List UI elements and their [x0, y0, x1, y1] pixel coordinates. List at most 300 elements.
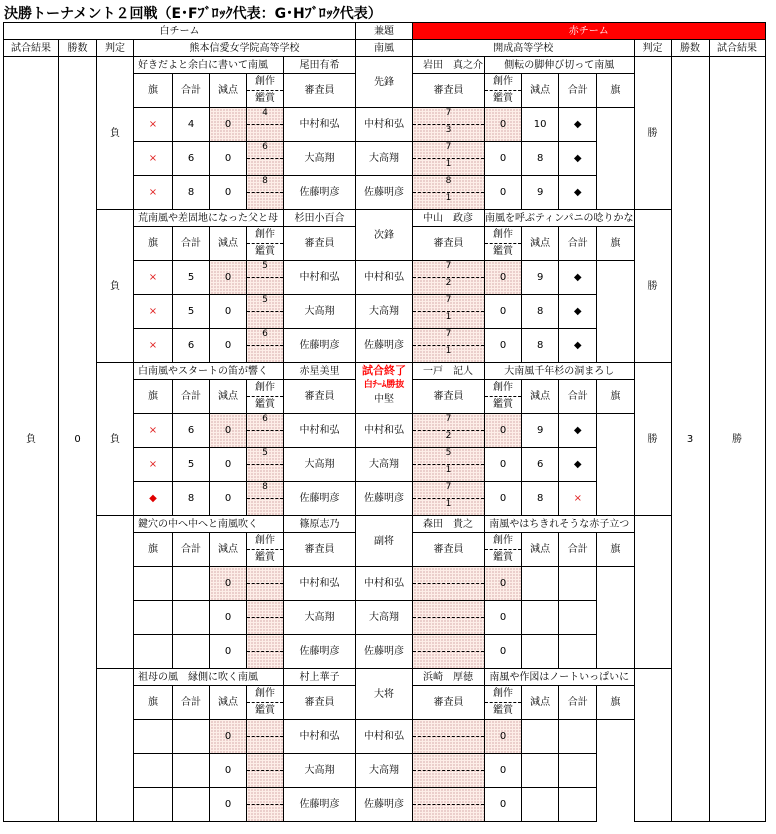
white-bout-judgement: 負: [97, 57, 134, 210]
white-team-header: 白チーム: [4, 23, 356, 40]
judge-name: 佐藤明彦: [356, 329, 413, 363]
white-score: [247, 176, 284, 210]
creation-appreciation-label: [247, 380, 284, 414]
red-result-header: 試合結果: [709, 40, 765, 57]
page-title: 決勝トーナメント２回戦（E･Fﾌﾞﾛｯｸ代表：G･Hﾌﾞﾛｯｸ代表）: [4, 6, 382, 22]
white-judge-header: 判定: [97, 40, 134, 57]
white-haiku: 白南風やスタートの笛が響く: [134, 363, 284, 380]
judge-name: 中村和弘: [356, 261, 413, 295]
red-score-creation: [413, 601, 484, 618]
white-total-wins: 0: [59, 57, 97, 822]
red-minus: 0: [485, 142, 522, 176]
white-score: [247, 601, 284, 635]
flag-label: 旗: [134, 686, 173, 720]
white-minus: 0: [210, 414, 247, 448]
white-score: [247, 720, 284, 754]
judge-name: 大高翔: [356, 754, 413, 788]
red-bout-judgement: [634, 669, 671, 822]
red-bout-judgement: 勝: [634, 210, 671, 363]
creation-appreciation-label: [485, 686, 522, 720]
red-score: [413, 567, 485, 601]
white-score: [247, 414, 284, 448]
red-player-name: 浜崎 厚徳: [413, 669, 485, 686]
tournament-sheet: [3, 22, 766, 822]
white-score-appreciation: [247, 771, 283, 787]
total-label: 合計: [173, 533, 210, 567]
red-total: 8: [522, 329, 559, 363]
bout-header-row: [4, 210, 766, 227]
minus-label: 減点: [522, 686, 559, 720]
minus-label: 減点: [522, 74, 559, 108]
red-score-creation: 7: [413, 142, 484, 159]
match-end-label: 試合終了: [362, 364, 406, 377]
judge-name: 中村和弘: [356, 414, 413, 448]
red-player-name: 中山 政彦: [413, 210, 485, 227]
red-minus: 0: [485, 482, 522, 516]
red-score-appreciation: [413, 618, 484, 634]
judge-name: 大高翔: [284, 142, 356, 176]
red-score-appreciation: 1: [445, 465, 452, 475]
white-total: 8: [173, 482, 210, 516]
red-minus: 0: [485, 567, 522, 601]
red-score: [413, 720, 485, 754]
red-judge-header: 判定: [634, 40, 671, 57]
white-score-creation: 8: [247, 176, 283, 193]
white-minus: 0: [210, 788, 247, 822]
appreciation-label: 鑑賞: [255, 705, 275, 716]
white-score: [247, 329, 284, 363]
white-score-appreciation: [247, 652, 283, 668]
creation-label: 創作: [485, 380, 521, 397]
total-label: 合計: [173, 227, 210, 261]
white-total: 5: [173, 295, 210, 329]
white-flag: ◆: [134, 482, 173, 516]
white-total: [173, 601, 210, 635]
white-player-name: 杉田小百合: [284, 210, 356, 227]
white-score: [247, 295, 284, 329]
creation-appreciation-label: [247, 686, 284, 720]
red-score-appreciation: [413, 771, 484, 787]
minus-label: 減点: [522, 227, 559, 261]
red-score-appreciation: 1: [445, 193, 452, 203]
red-score-creation: 5: [413, 448, 484, 465]
red-score: [413, 261, 485, 295]
kendai: 南風: [356, 40, 413, 57]
white-flag: ×: [134, 448, 173, 482]
red-score: [413, 635, 485, 669]
red-total: 8: [522, 482, 559, 516]
creation-label: 創作: [247, 686, 283, 703]
white-score: [247, 261, 284, 295]
judge-name: 大高翔: [356, 448, 413, 482]
white-total: [173, 754, 210, 788]
white-flag: [134, 754, 173, 788]
white-flag: [134, 788, 173, 822]
white-bout-judgement: 負: [97, 210, 134, 363]
white-player-name: 赤星美里: [284, 363, 356, 380]
red-minus: 0: [485, 176, 522, 210]
red-haiku: 南風やはちきれそうな赤子立つ: [485, 516, 635, 533]
red-score-appreciation: [413, 584, 484, 600]
red-flag: ◆: [559, 414, 597, 448]
appreciation-label: 鑑賞: [493, 705, 514, 716]
white-score-creation: 8: [247, 482, 283, 499]
red-bout-judgement: 勝: [634, 363, 671, 516]
white-score: [247, 788, 284, 822]
judge-name: 佐藤明彦: [284, 329, 356, 363]
white-minus: 0: [210, 482, 247, 516]
red-haiku: 側転の脚伸び切って南風: [485, 57, 635, 74]
minus-label: 減点: [210, 227, 247, 261]
white-score-appreciation: [247, 312, 283, 328]
bout-header-row: [4, 363, 766, 380]
white-flag: ×: [134, 176, 173, 210]
white-score-appreciation: [247, 278, 283, 294]
white-score-creation: [247, 788, 283, 805]
white-flag: ×: [134, 329, 173, 363]
red-score: [413, 142, 485, 176]
red-score-appreciation: [413, 805, 484, 821]
red-score-appreciation: 1: [445, 499, 452, 509]
red-minus: 0: [485, 295, 522, 329]
total-label: 合計: [173, 686, 210, 720]
red-match-result: 勝: [709, 57, 765, 822]
total-label: 合計: [559, 380, 597, 414]
red-score-creation: 7: [413, 414, 484, 431]
red-score-creation: 7: [413, 329, 484, 346]
white-minus: 0: [210, 567, 247, 601]
white-score: [247, 567, 284, 601]
white-flag: [134, 567, 173, 601]
bout-position: 副将: [356, 516, 413, 567]
judge-name: 佐藤明彦: [284, 635, 356, 669]
white-school: 熊本信愛女学院高等学校: [134, 40, 356, 57]
white-flag: ×: [134, 414, 173, 448]
white-score-appreciation: [247, 805, 283, 821]
red-minus: 0: [485, 261, 522, 295]
red-total: 6: [522, 448, 559, 482]
red-score-appreciation: 2: [445, 278, 452, 288]
creation-label: 創作: [247, 380, 283, 397]
red-total: 9: [522, 176, 559, 210]
red-score-appreciation: 1: [445, 159, 452, 169]
red-score-creation: [413, 754, 484, 771]
white-flag: [134, 601, 173, 635]
appreciation-label: 鑑賞: [493, 552, 514, 563]
winner-note: 白ﾁｰﾑ勝抜: [363, 380, 405, 390]
white-flag: ×: [134, 142, 173, 176]
creation-appreciation-label: [247, 74, 284, 108]
white-score-creation: 5: [247, 295, 283, 312]
red-haiku: 大南風千年杉の洞まろし: [485, 363, 635, 380]
red-total: 8: [522, 142, 559, 176]
red-minus: 0: [485, 329, 522, 363]
white-total: [173, 567, 210, 601]
white-result-header: 試合結果: [4, 40, 59, 57]
white-minus: 0: [210, 108, 247, 142]
white-score-appreciation: [247, 125, 283, 141]
white-score: [247, 635, 284, 669]
white-score-appreciation: [247, 465, 283, 481]
minus-label: 減点: [522, 533, 559, 567]
creation-label: 創作: [247, 74, 283, 91]
white-haiku: 好きだよと余白に書いて南風: [134, 57, 284, 74]
white-total: 5: [173, 261, 210, 295]
bout-position: [356, 363, 413, 414]
red-score: [413, 295, 485, 329]
white-total: 8: [173, 176, 210, 210]
flag-label: 旗: [134, 380, 173, 414]
creation-label: 創作: [485, 227, 521, 244]
red-flag: [559, 754, 597, 788]
judge-name: 佐藤明彦: [356, 788, 413, 822]
red-score-creation: [413, 635, 484, 652]
white-score-appreciation: [247, 584, 283, 600]
white-total: 5: [173, 448, 210, 482]
judge-label: 審査員: [284, 686, 356, 720]
red-score: [413, 329, 485, 363]
creation-appreciation-label: [485, 380, 522, 414]
white-player-name: 尾田有希: [284, 57, 356, 74]
red-score: [413, 601, 485, 635]
judge-name: 大高翔: [356, 142, 413, 176]
white-minus: 0: [210, 261, 247, 295]
white-flag: ×: [134, 261, 173, 295]
white-player-name: 村上華子: [284, 669, 356, 686]
white-score-appreciation: [247, 737, 283, 753]
red-score-creation: 8: [413, 176, 484, 193]
red-total: 9: [522, 414, 559, 448]
white-score: [247, 108, 284, 142]
judge-name: 中村和弘: [284, 108, 356, 142]
red-minus: 0: [485, 108, 522, 142]
creation-label: 創作: [485, 74, 521, 91]
red-score: [413, 448, 485, 482]
red-wins-header: 勝数: [671, 40, 709, 57]
creation-appreciation-label: [485, 533, 522, 567]
white-total: [173, 720, 210, 754]
red-bout-judgement: [634, 516, 671, 669]
white-player-name: 篠原志乃: [284, 516, 356, 533]
red-total: [522, 754, 559, 788]
creation-appreciation-label: [485, 74, 522, 108]
white-flag: ×: [134, 295, 173, 329]
minus-label: 減点: [210, 74, 247, 108]
judge-name: 大高翔: [284, 295, 356, 329]
red-flag: ◆: [559, 261, 597, 295]
white-score-creation: [247, 635, 283, 652]
judge-name: 中村和弘: [284, 261, 356, 295]
judge-label: 審査員: [413, 74, 485, 108]
white-score-creation: [247, 567, 283, 584]
flag-label: 旗: [597, 74, 634, 108]
column-header-row: [4, 40, 766, 57]
white-total: 6: [173, 414, 210, 448]
minus-label: 減点: [522, 380, 559, 414]
white-score-creation: 6: [247, 414, 283, 431]
white-minus: 0: [210, 720, 247, 754]
white-score-creation: 5: [247, 448, 283, 465]
bout-header-row: [4, 669, 766, 686]
red-minus: 0: [485, 448, 522, 482]
white-score: [247, 448, 284, 482]
red-flag: ◆: [559, 142, 597, 176]
red-player-name: 一戸 記人: [413, 363, 485, 380]
red-player-name: 森田 貴之: [413, 516, 485, 533]
judge-name: 中村和弘: [356, 567, 413, 601]
red-score: [413, 754, 485, 788]
appreciation-label: 鑑賞: [493, 399, 514, 410]
total-label: 合計: [173, 74, 210, 108]
white-flag: [134, 635, 173, 669]
red-score-appreciation: 1: [445, 312, 452, 322]
white-score-creation: 5: [247, 261, 283, 278]
judge-name: 中村和弘: [284, 720, 356, 754]
red-total: [522, 635, 559, 669]
white-bout-judgement: [97, 669, 134, 822]
team-header-row: [4, 23, 766, 40]
judge-name: 大高翔: [284, 754, 356, 788]
minus-label: 減点: [210, 533, 247, 567]
appreciation-label: 鑑賞: [255, 552, 275, 563]
red-score-creation: 7: [413, 482, 484, 499]
white-score-creation: [247, 601, 283, 618]
red-player-name: 岩田 真之介: [413, 57, 485, 74]
red-score-appreciation: [413, 737, 484, 753]
white-score-creation: 4: [247, 108, 283, 125]
white-minus: 0: [210, 329, 247, 363]
red-flag: ◆: [559, 329, 597, 363]
white-score-appreciation: [247, 346, 283, 362]
red-score: [413, 108, 485, 142]
white-flag: [134, 720, 173, 754]
white-haiku: 鍵穴の中へ中へと南風吹く: [134, 516, 284, 533]
creation-label: 創作: [485, 686, 521, 703]
bout-position: 大将: [356, 669, 413, 720]
judge-name: 中村和弘: [356, 720, 413, 754]
red-score-appreciation: 3: [445, 125, 452, 135]
red-minus: 0: [485, 601, 522, 635]
judge-label: 審査員: [284, 74, 356, 108]
white-haiku: 祖母の風 縁側に吹く南風: [134, 669, 284, 686]
judge-label: 審査員: [413, 227, 485, 261]
red-flag: ◆: [559, 108, 597, 142]
creation-label: 創作: [247, 533, 283, 550]
kendai-header: 兼題: [356, 23, 413, 40]
red-flag: [559, 635, 597, 669]
white-score: [247, 142, 284, 176]
red-haiku: 南風を呼ぶティンパニの唸りかな: [485, 210, 635, 227]
white-flag: ×: [134, 108, 173, 142]
red-total: [522, 601, 559, 635]
red-score-creation: [413, 788, 484, 805]
appreciation-label: 鑑賞: [255, 399, 275, 410]
white-bout-judgement: [97, 516, 134, 669]
red-total: [522, 567, 559, 601]
red-haiku: 南風や作図はノートいっぱいに: [485, 669, 635, 686]
white-score-appreciation: [247, 499, 283, 515]
judge-name: 大高翔: [356, 295, 413, 329]
white-total: 4: [173, 108, 210, 142]
white-wins-header: 勝数: [59, 40, 97, 57]
red-total: [522, 720, 559, 754]
judge-label: 審査員: [413, 380, 485, 414]
red-school: 開成高等学校: [413, 40, 635, 57]
red-score-creation: [413, 720, 484, 737]
white-score-appreciation: [247, 159, 283, 175]
judge-name: 大高翔: [284, 601, 356, 635]
total-label: 合計: [559, 74, 597, 108]
judge-label: 審査員: [284, 380, 356, 414]
creation-appreciation-label: [485, 227, 522, 261]
judge-name: 佐藤明彦: [284, 482, 356, 516]
white-minus: 0: [210, 635, 247, 669]
white-total: 6: [173, 329, 210, 363]
flag-label: 旗: [134, 227, 173, 261]
bout-position-label: 中堅: [374, 394, 394, 405]
white-match-result: 負: [4, 57, 59, 822]
red-flag: [559, 788, 597, 822]
appreciation-label: 鑑賞: [493, 246, 514, 257]
judge-name: 佐藤明彦: [284, 788, 356, 822]
white-minus: 0: [210, 295, 247, 329]
white-score-creation: 6: [247, 142, 283, 159]
red-score-appreciation: 2: [445, 431, 452, 441]
white-minus: 0: [210, 601, 247, 635]
red-flag: [559, 601, 597, 635]
red-minus: 0: [485, 788, 522, 822]
red-score: [413, 176, 485, 210]
judge-label: 審査員: [413, 686, 485, 720]
red-minus: 0: [485, 635, 522, 669]
red-score-creation: [413, 567, 484, 584]
red-team-header: 赤チーム: [413, 23, 766, 40]
red-flag: ◆: [559, 295, 597, 329]
red-total-wins: 3: [671, 57, 709, 822]
white-score-appreciation: [247, 193, 283, 209]
red-bout-judgement: 勝: [634, 57, 671, 210]
white-score: [247, 754, 284, 788]
red-score-creation: 7: [413, 261, 484, 278]
white-minus: 0: [210, 142, 247, 176]
flag-label: 旗: [597, 686, 634, 720]
appreciation-label: 鑑賞: [493, 93, 514, 104]
red-score-creation: 7: [413, 295, 484, 312]
judge-name: 中村和弘: [356, 108, 413, 142]
red-score-creation: 7: [413, 108, 484, 125]
white-score-creation: 6: [247, 329, 283, 346]
white-total: 6: [173, 142, 210, 176]
red-flag: ×: [559, 482, 597, 516]
red-flag: ◆: [559, 448, 597, 482]
white-score-creation: [247, 754, 283, 771]
red-total: 10: [522, 108, 559, 142]
white-total: [173, 788, 210, 822]
minus-label: 減点: [210, 380, 247, 414]
flag-label: 旗: [597, 227, 634, 261]
judge-name: 中村和弘: [284, 567, 356, 601]
white-score-appreciation: [247, 618, 283, 634]
judge-label: 審査員: [284, 533, 356, 567]
judge-name: 中村和弘: [284, 414, 356, 448]
white-score: [247, 482, 284, 516]
white-score-appreciation: [247, 431, 283, 447]
flag-label: 旗: [597, 533, 634, 567]
judge-name: 佐藤明彦: [356, 176, 413, 210]
white-bout-judgement: 負: [97, 363, 134, 516]
white-total: [173, 635, 210, 669]
red-score: [413, 414, 485, 448]
